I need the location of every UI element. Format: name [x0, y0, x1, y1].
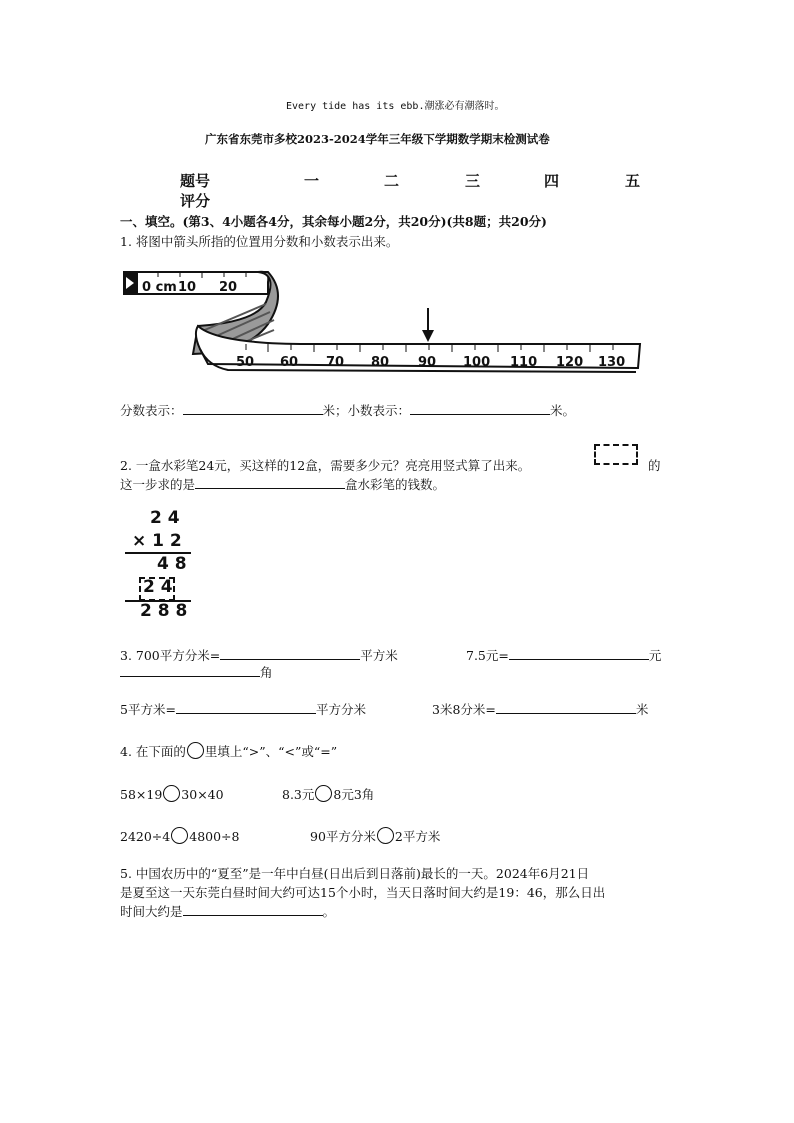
q4-expr-3	[120, 827, 240, 844]
unit-meters: 米。	[550, 403, 576, 418]
q4-e3-circle[interactable]	[171, 827, 188, 844]
q4-e1-left: 58×19	[120, 787, 163, 802]
q3-c-blank[interactable]	[176, 701, 316, 714]
tape-label-50: 50	[236, 355, 255, 370]
q4-e4-left: 90平方分米	[310, 829, 376, 844]
tape-label-90: 90	[418, 355, 437, 370]
tape-label-80: 80	[371, 355, 390, 370]
calc-multiplicand: 2 4	[150, 508, 180, 528]
q3-item-b	[466, 646, 661, 664]
q5-line-2: 是夏至这一天东莞白昼时间大约可达15个小时，当天日落时间大约是19：46，那么日出	[120, 885, 606, 900]
q3-b-blank1[interactable]	[509, 647, 649, 660]
q4-text-suffix: 里填上“>”、“<”或“=”	[204, 744, 338, 759]
dashed-box-icon	[594, 444, 638, 465]
score-row-label: 题号	[180, 172, 211, 190]
q3-d-prompt: 3米8分米=	[432, 702, 496, 717]
score-col-5: 五	[625, 172, 641, 190]
page-title: 广东省东莞市多校2023-2024学年三年级下学期数学期末检测试卷	[205, 132, 550, 146]
calc-multiplier: × 1 2	[132, 531, 182, 551]
q2-answer-blank[interactable]	[195, 476, 345, 489]
q5-answer-blank[interactable]	[183, 903, 323, 916]
tape-label-100: 100	[463, 355, 491, 370]
tape-label-130: 130	[598, 355, 626, 370]
q3-a-unit: 平方米	[360, 648, 398, 663]
q1-answer-line	[120, 401, 575, 419]
q3-item-a	[120, 646, 398, 664]
tape-label-70: 70	[326, 355, 345, 370]
measuring-tape-image	[118, 264, 648, 384]
q3-item-d	[432, 700, 648, 718]
q4-e2-circle[interactable]	[315, 785, 332, 802]
score-row2-label: 评分	[180, 192, 211, 210]
q4-e4-circle[interactable]	[377, 827, 394, 844]
tape-label-60: 60	[280, 355, 299, 370]
q3-c-unit: 平方分米	[315, 702, 366, 717]
q3-d-unit: 米	[635, 702, 649, 717]
q3-item-b-cont	[120, 663, 273, 681]
calc-partial-1: 4 8	[157, 554, 187, 574]
tape-label-20: 20	[219, 280, 238, 295]
q5-line-3	[120, 902, 335, 920]
decimal-answer-blank[interactable]	[410, 402, 550, 415]
q5-line-1: 5. 中国农历中的“夏至”是一年中白昼(日出后到日落前)最长的一天。2024年6月21日	[120, 866, 590, 881]
decimal-label: 米；小数表示：	[322, 403, 411, 418]
q4-e2-left: 8.3元	[282, 787, 315, 802]
tape-label-10: 10	[178, 280, 197, 295]
score-col-2: 二	[384, 172, 400, 190]
q4-text-prefix: 4. 在下面的	[120, 744, 186, 759]
q4-e1-right: 30×40	[181, 787, 224, 802]
q3-a-blank[interactable]	[220, 647, 360, 660]
q2-text-tail: 的	[648, 458, 661, 473]
q3-b-unit2: 角	[260, 665, 273, 680]
score-col-3: 三	[465, 172, 481, 190]
q4-e4-right: 2平方米	[394, 829, 441, 844]
q3-b-prompt: 7.5元=	[466, 648, 509, 663]
q4-e3-right: 4800÷8	[189, 829, 240, 844]
q2-line2-suffix: 盒水彩笔的钱数。	[345, 477, 446, 492]
calc-result: 2 8 8	[140, 601, 188, 621]
q4-expr-2	[282, 785, 374, 803]
q4-text	[120, 742, 337, 760]
circle-icon	[187, 742, 204, 759]
q4-e3-left: 2420÷4	[120, 829, 171, 844]
q3-b-blank2[interactable]	[120, 664, 260, 677]
tape-label-120: 120	[556, 355, 584, 370]
fraction-label: 分数表示：	[120, 403, 183, 418]
tape-label-0: 0 cm	[142, 280, 177, 295]
q4-e2-right: 8元3角	[333, 787, 375, 802]
q5-line3-prefix: 时间大约是	[120, 904, 183, 919]
q2-line2-prefix: 这一步求的是	[120, 477, 196, 492]
q3-c-prompt: 5平方米=	[120, 702, 176, 717]
section-heading: 一、填空。(第3、4小题各4分，其余每小题2分，共20分)(共8题；共20分)	[120, 214, 547, 229]
q3-b-unit: 元	[648, 648, 662, 663]
tape-label-110: 110	[510, 355, 538, 370]
q2-line2	[120, 475, 445, 493]
calc-partial-2: 2 4	[143, 577, 173, 597]
score-col-4: 四	[544, 172, 560, 190]
q3-d-blank[interactable]	[496, 701, 636, 714]
q4-expr-1	[120, 785, 224, 802]
q4-expr-4	[310, 827, 440, 845]
score-col-1: 一	[304, 172, 320, 190]
q3-item-c	[120, 700, 366, 718]
q5-line3-suffix: 。	[322, 904, 336, 919]
q4-e1-circle[interactable]	[163, 785, 180, 802]
q3-a-prompt: 3. 700平方分米=	[120, 648, 221, 663]
q2-text: 2. 一盒水彩笔24元，买这样的12盒，需要多少元？亮亮用竖式算了出来。	[120, 458, 531, 473]
fraction-answer-blank[interactable]	[183, 402, 323, 415]
motto-line: Every tide has its ebb.潮涨必有潮落时。	[286, 101, 505, 112]
q1-text: 1. 将图中箭头所指的位置用分数和小数表示出来。	[120, 234, 399, 249]
